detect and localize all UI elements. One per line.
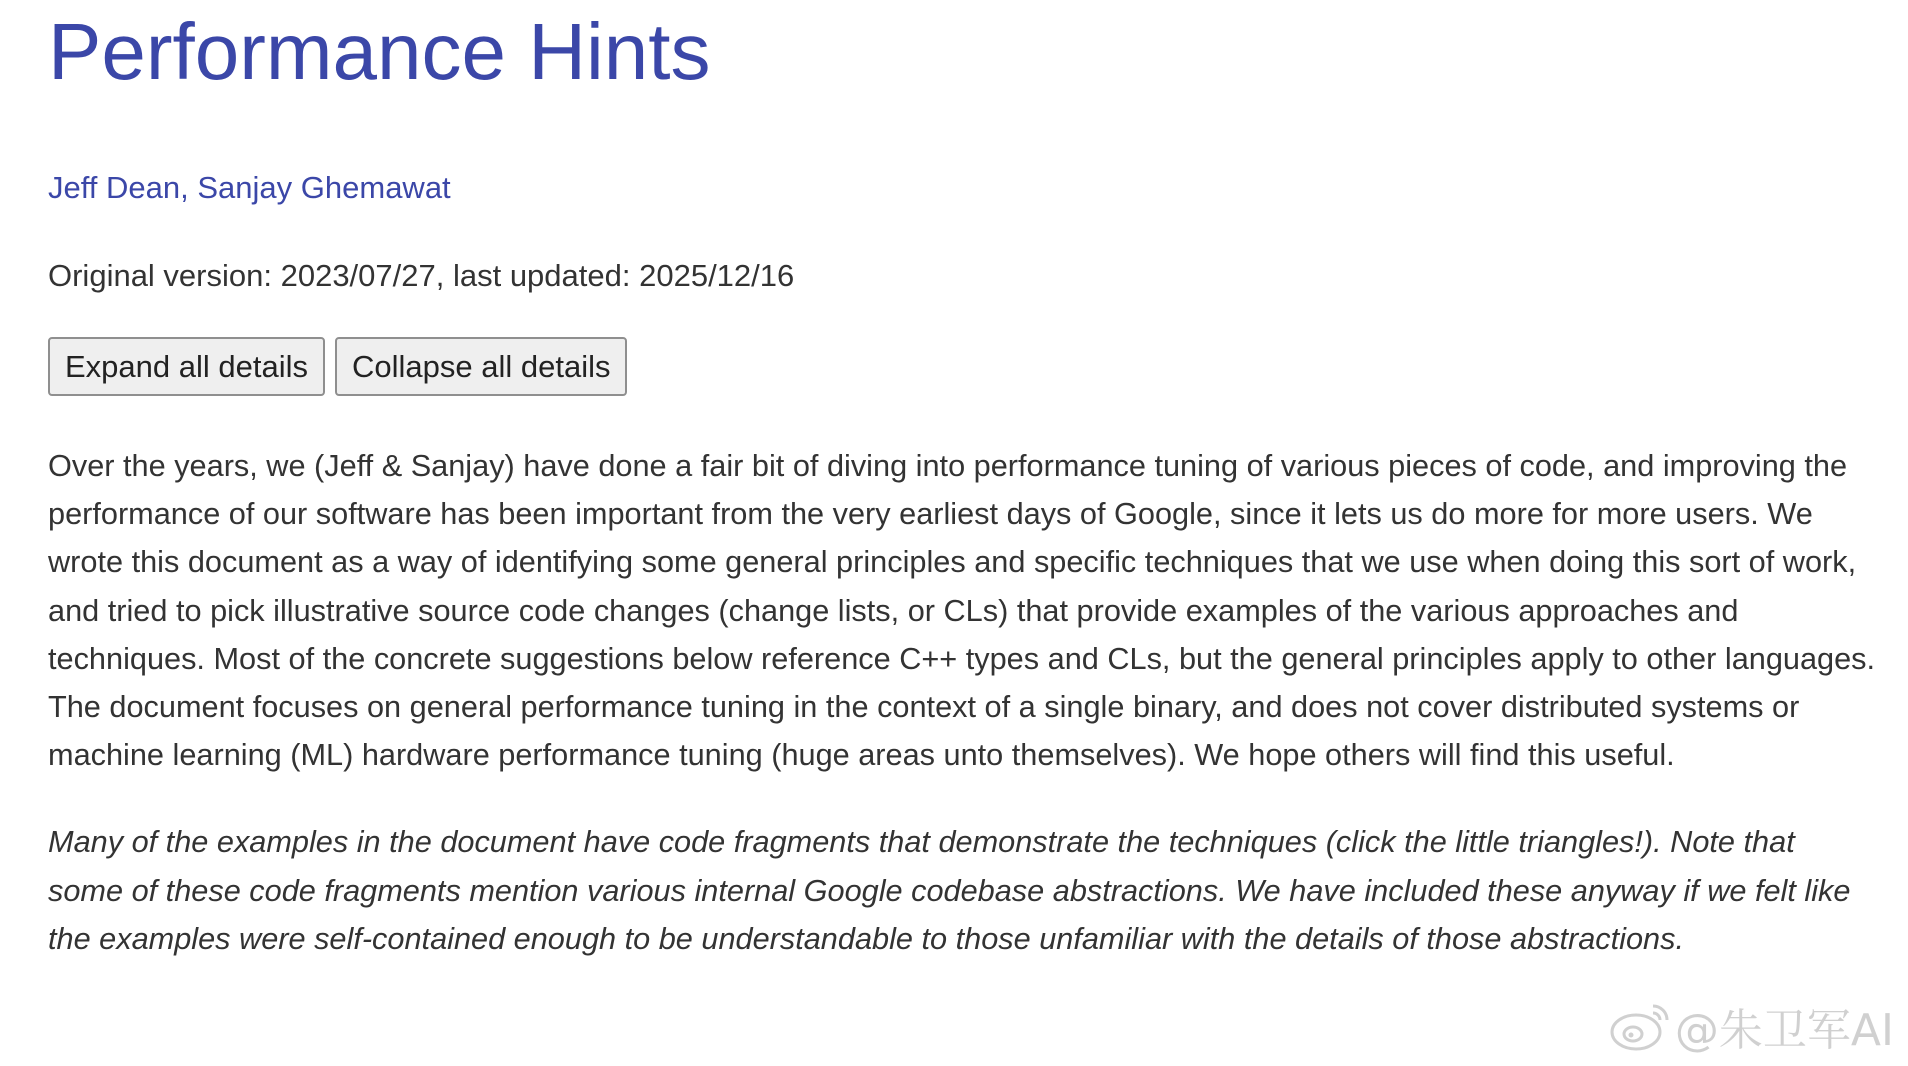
page-title: Performance Hints [48, 7, 711, 96]
expand-all-details-button[interactable]: Expand all details [48, 337, 325, 396]
version-dates: Original version: 2023/07/27, last updated: 2025/12/16 [48, 258, 795, 293]
code-fragments-note: Many of the examples in the document have code fragments that demonstrate the techniques (click the little triangles!). Note that some of these code fragments mention various internal Google codebase abstractions. We have included these anyway if we felt like the examples were self-contained enough to be understandable to those unfamiliar with the details of those abstractions. [48, 824, 1851, 956]
author-link-jeff-dean[interactable]: Jeff Dean [48, 170, 181, 205]
details-button-group [48, 337, 1878, 396]
author-link-sanjay-ghemawat[interactable]: Sanjay Ghemawat [197, 170, 451, 205]
document [48, 0, 1878, 994]
weibo-icon [1609, 1000, 1671, 1052]
watermark [1609, 994, 1894, 1058]
intro-paragraph: Over the years, we (Jeff & Sanjay) have done a fair bit of diving into performance tuning of various pieces of code, and improving the performance of our software has been important from the very earliest days of Google, since it lets us do more for more users. We wrote this document as a way of identifying some general principles and specific techniques that we use when doing this sort of work, and tried to pick illustrative source code changes (change lists, or CLs) that provide examples of the various approaches and techniques. Most of the concrete suggestions below reference C++ types and CLs, but the general principles apply to other languages. The document focuses on general performance tuning in the context of a single binary, and does not cover distributed systems or machine learning (ML) hardware performance tuning (huge areas unto themselves). We hope others will find this useful. [48, 448, 1876, 773]
watermark-text: @朱卫军AI [1674, 1005, 1894, 1056]
author-list [48, 166, 1878, 210]
collapse-all-details-button[interactable]: Collapse all details [335, 337, 627, 396]
author-separator: , [180, 170, 198, 205]
